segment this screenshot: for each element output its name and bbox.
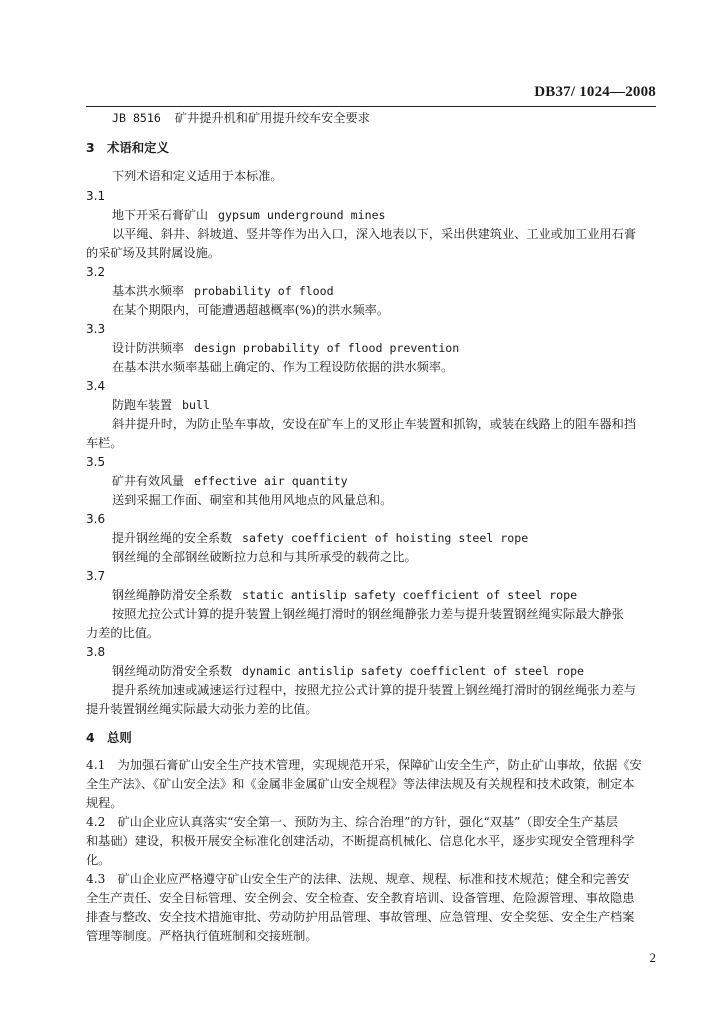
clause-4-3-line: 全生产责任、安全目标管理、安全例会、安全检查、安全教育培训、设备管理、危险源管理、事故隐患 — [86, 891, 635, 905]
term-number: 3.7 — [86, 569, 106, 583]
term-cn: 钢丝绳静防滑安全系数 — [112, 588, 233, 602]
term-number: 3.8 — [86, 645, 106, 659]
term-number: 3.6 — [86, 512, 106, 526]
term-cn: 设计防洪频率 — [112, 341, 185, 355]
term-number: 3.3 — [86, 322, 106, 336]
term-title — [112, 663, 584, 680]
term-definition-cont: 车栏。 — [86, 436, 123, 450]
section-3-intro: 下列术语和定义适用于本标准。 — [112, 169, 283, 183]
term-en: design probability of flood prevention — [194, 341, 460, 355]
term-en: dynamic antislip safety coefficlent of steel rope — [242, 664, 585, 678]
section-3-heading: 3 术语和定义 — [86, 140, 169, 155]
term-definition-cont: 力差的比值。 — [86, 626, 160, 640]
reference-code: JB 8516 — [112, 111, 161, 125]
clause-4-1-line: 全生产法》、《矿山安全法》和《金属非金属矿山安全规程》等法律法规及有关规程和技术政策，制定本 — [86, 777, 635, 791]
term-title — [112, 207, 386, 224]
term-en: static antislip safety coefficient of steel rope — [242, 588, 578, 602]
clause-4-1-line: 4.1 为加强石膏矿山安全生产技术管理，实现规范开采，保障矿山安全生产，防止矿山事故，依据《安 — [86, 758, 642, 772]
reference-line — [112, 110, 370, 127]
term-definition-cont: 提升装置钢丝绳实际最大动张力差的比值。 — [86, 702, 318, 716]
term-cn: 提升钢丝绳的安全系数 — [112, 531, 233, 545]
term-definition: 按照尤拉公式计算的提升装置上钢丝绳打滑时的钢丝绳静张力差与提升装置钢丝绳实际最大静张 — [112, 607, 624, 621]
page-number: 2 — [649, 950, 656, 965]
term-en: gypsum underground mines — [218, 208, 386, 222]
term-cn: 基本洪水频率 — [112, 284, 185, 298]
term-definition-cont: 的采矿场及其附属设施。 — [86, 246, 221, 260]
term-title — [112, 283, 334, 300]
section-4-heading: 4 总则 — [86, 730, 132, 745]
clause-4-2-line: 化。 — [86, 853, 111, 867]
term-number: 3.2 — [86, 265, 106, 279]
term-title — [112, 587, 577, 604]
term-en: probability of flood — [194, 284, 334, 298]
term-cn: 防跑车装置 — [112, 398, 173, 412]
term-cn: 钢丝绳动防滑安全系数 — [112, 664, 233, 678]
term-definition: 提升系统加速或减速运行过程中，按照尤拉公式计算的提升装置上钢丝绳打滑时的钢丝绳张力差与 — [112, 683, 637, 697]
term-en: effective air quantity — [194, 474, 348, 488]
term-definition: 斜井提升时，为防止坠车事故，安设在矿车上的叉形止车装置和抓钩，或装在线路上的阻车器和挡 — [112, 417, 637, 431]
term-title — [112, 473, 348, 490]
term-cn: 矿井有效风量 — [112, 474, 185, 488]
term-number: 3.1 — [86, 189, 106, 203]
term-title — [112, 530, 528, 547]
term-definition: 送到采掘工作面、硐室和其他用风地点的风量总和。 — [112, 493, 393, 507]
clause-4-3-line: 管理等制度。严格执行值班制和交接班制。 — [86, 929, 318, 943]
term-title — [112, 340, 459, 357]
term-definition: 以平绳、斜井、斜坡道、竖井等作为出入口，深入地表以下，采出供建筑业、工业或加工业用石膏 — [112, 227, 637, 241]
clause-4-2-line: 和基础）建设，积极开展安全标准化创建活动，不断提高机械化、信息化水平，逐步实现安全管理科学 — [86, 834, 635, 848]
clause-4-3-line: 4.3 矿山企业应严格遵守矿山安全生产的法律、法规、规章、规程、标准和技术规范；健全和完善安 — [86, 872, 630, 886]
term-definition: 在某个期限内，可能遭遇超越概率(%)的洪水频率。 — [112, 303, 390, 317]
term-en: bull — [182, 398, 210, 412]
term-definition: 钢丝绳的全部钢丝破断拉力总和与其所承受的载荷之比。 — [112, 550, 417, 564]
clause-4-2-line: 4.2 矿山企业应认真落实“安全第一、预防为主、综合治理”的方针，强化“双基”（即安全生产基层 — [86, 815, 618, 829]
header-rule — [86, 106, 656, 107]
reference-title: 矿井提升机和矿用提升绞车安全要求 — [174, 111, 370, 125]
clause-4-3-line: 排查与整改、安全技术措施审批、劳动防护用品管理、事故管理、应急管理、安全奖惩、安全生产档案 — [86, 910, 635, 924]
clause-4-1-line: 规程。 — [86, 796, 123, 810]
term-title — [112, 397, 210, 414]
standard-code: DB37/ 1024—2008 — [534, 84, 656, 100]
term-definition: 在基本洪水频率基础上确定的、作为工程设防依据的洪水频率。 — [112, 360, 454, 374]
term-en: safety coefficient of hoisting steel rope — [242, 531, 529, 545]
term-number: 3.4 — [86, 379, 106, 393]
term-cn: 地下开采石膏矿山 — [112, 208, 209, 222]
term-number: 3.5 — [86, 455, 106, 469]
